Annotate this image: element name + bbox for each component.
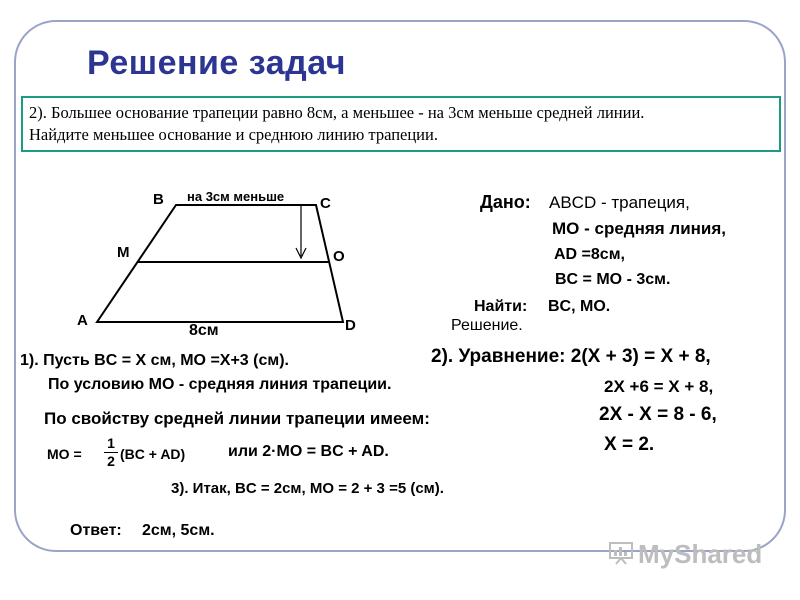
vertex-c: C	[320, 195, 331, 212]
figure-top-note: на 3см меньше	[187, 189, 285, 204]
step2-line-4: X = 2.	[604, 434, 655, 455]
given-line-2: MO - средняя линия,	[552, 219, 727, 238]
formula-left: MO =	[47, 446, 82, 462]
problem-line-2: Найдите меньшее основание и среднюю линию трапеции.	[29, 125, 438, 144]
vertex-b: B	[153, 191, 164, 208]
problem-line-1: 2). Большее основание трапеции равно 8см, а меньшее - на 3см меньше средней линии.	[29, 103, 645, 122]
vertex-a: A	[77, 312, 88, 329]
fraction-numerator: 1	[107, 435, 115, 451]
find-label: Найти:	[474, 298, 528, 315]
step2-line-2: 2X +6 = X + 8,	[604, 377, 714, 396]
answer-value: 2см, 5см.	[142, 522, 215, 539]
vertex-m: M	[117, 244, 130, 261]
given-line-3: AD =8см,	[554, 246, 625, 263]
given-line-4: BC = MO - 3см.	[555, 271, 671, 288]
step3-line-1: 3). Итак, BC = 2см, MO = 2 + 3 =5 (см).	[171, 480, 444, 497]
given-line-1: ABCD - трапеция,	[549, 193, 690, 212]
presentation-board-icon	[608, 541, 634, 565]
answer-label: Ответ:	[70, 522, 122, 539]
fraction-one-half	[104, 436, 118, 469]
slide-title: Решение задач	[87, 44, 347, 82]
myshared-watermark	[608, 537, 768, 573]
find-value: BC, MO.	[548, 298, 611, 315]
step1-line-3: По свойству средней линии трапеции имеем:	[44, 409, 430, 428]
step1-line-2: По условию MO - средняя линия трапеции.	[48, 376, 392, 393]
watermark-text: MyShared	[638, 539, 763, 569]
formula-alt: или 2·MO = BC + AD.	[228, 443, 389, 460]
step2-line-3: 2X - X = 8 - 6,	[599, 404, 717, 425]
step1-line-1: 1). Пусть BC = X см, MO =X+3 (см).	[20, 352, 289, 369]
vertex-d: D	[345, 317, 356, 334]
trapezoid-shape	[97, 205, 343, 322]
solution-label: Решение.	[451, 317, 523, 334]
step2-line-1: 2). Уравнение: 2(X + 3) = X + 8,	[431, 346, 711, 367]
formula-paren: (BC + AD)	[120, 446, 186, 462]
vertex-o: O	[333, 248, 345, 265]
figure-bottom-note: 8см	[189, 322, 219, 339]
fraction-denominator: 2	[107, 453, 115, 469]
given-label: Дано:	[480, 192, 531, 212]
